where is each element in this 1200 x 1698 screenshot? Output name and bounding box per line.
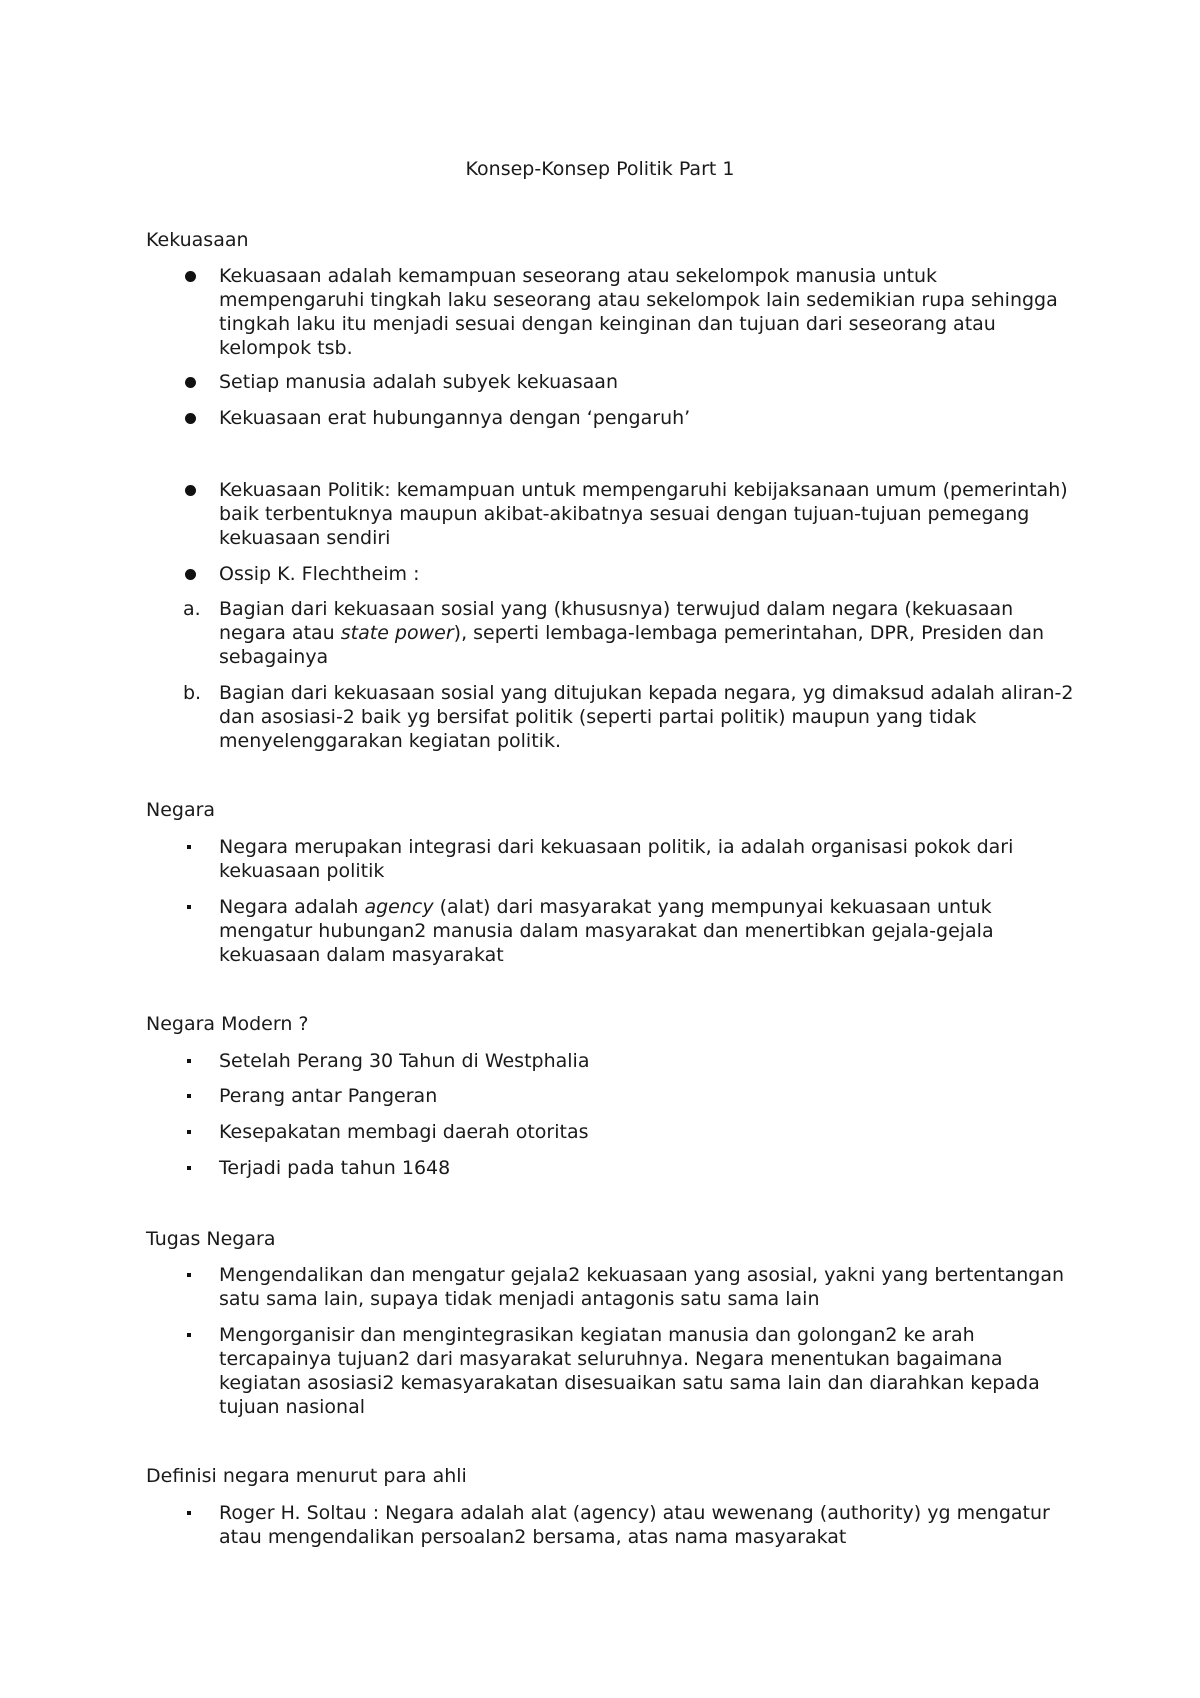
list-item	[146, 1120, 1086, 1144]
italic-term: agency	[364, 896, 434, 918]
lettered-item-b	[146, 681, 1086, 753]
list-item-text: Terjadi pada tahun 1648	[219, 1157, 451, 1179]
list-item-text: Setiap manusia adalah subyek kekuasaan	[219, 371, 618, 393]
list-item	[146, 1156, 1086, 1180]
list-item-text: Kekuasaan adalah kemampuan seseorang atau sekelompok manusia untuk mempengaruhi tingkah laku seseorang atau sekelompok lain sedemikian rupa sehingga tingkah laku itu menjadi sesuai dengan keinginan dan tujuan dari seseorang atau kelompok tsb.	[219, 265, 1058, 359]
list-item	[146, 264, 1086, 360]
list-item	[146, 835, 1086, 883]
list-item-text: Kekuasaan erat hubungannya dengan ‘pengaruh’	[219, 407, 691, 429]
list-letter: a.	[183, 598, 201, 620]
list-item	[146, 370, 1086, 394]
list-letter: b.	[183, 682, 202, 704]
list-item	[146, 406, 1086, 430]
list-item	[146, 1263, 1086, 1311]
list-item	[146, 478, 1086, 550]
list-item-text: Setelah Perang 30 Tahun di Westphalia	[219, 1050, 590, 1072]
list-item-text: Kekuasaan Politik: kemampuan untuk mempengaruhi kebijaksanaan umum (pemerintah) baik terbentuknya maupun akibat-akibatnya sesuai dengan tujuan-tujuan pemegang kekuasaan sendiri	[219, 479, 1068, 549]
section-heading-negara: Negara	[146, 799, 216, 821]
list-item-text: Perang antar Pangeran	[219, 1085, 438, 1107]
document-title: Konsep-Konsep Politik Part 1	[465, 158, 735, 180]
section-heading-tugas-negara: Tugas Negara	[146, 1228, 276, 1250]
list-item-text: Negara adalah agency (alat) dari masyarakat yang mempunyai kekuasaan untuk mengatur hubungan2 manusia dalam masyarakat dan menertibkan gejala-gejala kekuasaan dalam masyarakat	[219, 896, 994, 966]
list-item-text: Ossip K. Flechtheim :	[219, 563, 420, 585]
italic-term: state power	[340, 622, 454, 644]
section-heading-kekuasaan: Kekuasaan	[146, 229, 249, 251]
list-item-text: Negara merupakan integrasi dari kekuasaan politik, ia adalah organisasi pokok dari kekuasaan politik	[219, 836, 1014, 882]
list-item	[146, 895, 1086, 967]
list-item	[146, 1084, 1086, 1108]
list-item	[146, 562, 1086, 586]
list-item-text: Mengendalikan dan mengatur gejala2 kekuasaan yang asosial, yakni yang bertentangan satu sama lain, supaya tidak menjadi antagonis satu sama lain	[219, 1264, 1065, 1310]
list-item-text: Bagian dari kekuasaan sosial yang (khususnya) terwujud dalam negara (kekuasaan negara atau state power), seperti lembaga-lembaga pemerintahan, DPR, Presiden dan sebagainya	[219, 598, 1045, 668]
list-item	[146, 1323, 1086, 1419]
list-item-text: Mengorganisir dan mengintegrasikan kegiatan manusia dan golongan2 ke arah tercapainya tujuan2 dari masyarakat seluruhnya. Negara menentukan bagaimana kegiatan asosiasi2 kemasyarakatan disesuaikan satu sama lain dan diarahkan kepada tujuan nasional	[219, 1324, 1040, 1418]
lettered-item-a	[146, 597, 1086, 669]
section-heading-definisi: Definisi negara menurut para ahli	[146, 1465, 467, 1487]
list-item-text: Bagian dari kekuasaan sosial yang ditujukan kepada negara, yg dimaksud adalah aliran-2 dan asosiasi-2 baik yg bersifat politik (seperti partai politik) maupun yang tidak menyelenggarakan kegiatan politik.	[219, 682, 1074, 752]
section-heading-negara-modern: Negara Modern ?	[146, 1013, 309, 1035]
list-item-text: Roger H. Soltau : Negara adalah alat (agency) atau wewenang (authority) yg mengatur atau mengendalikan persoalan2 bersama, atas nama masyarakat	[219, 1502, 1050, 1548]
list-item	[146, 1501, 1086, 1549]
list-item-text: Kesepakatan membagi daerah otoritas	[219, 1121, 589, 1143]
list-item	[146, 1049, 1086, 1073]
